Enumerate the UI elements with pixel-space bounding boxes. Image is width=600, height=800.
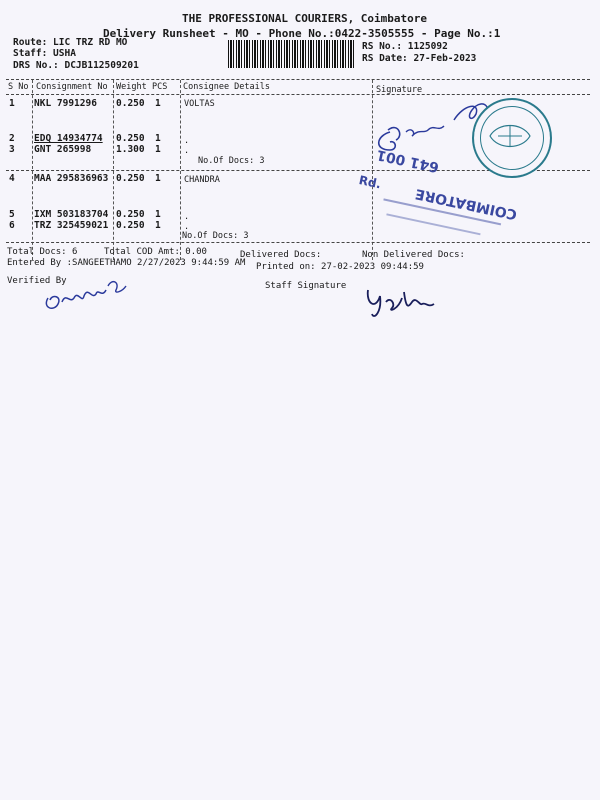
row-5-consignee: .	[184, 212, 190, 222]
row-1-pcs: 1	[155, 98, 161, 109]
stamp-code: 641 001	[375, 146, 441, 175]
col-pcs: PCS	[152, 82, 168, 92]
row-4-pcs: 1	[155, 173, 161, 184]
row-1-weight: 0.250	[116, 98, 145, 109]
col-signature: Signature	[376, 85, 423, 95]
rs-number: RS No.: 1125092	[362, 41, 448, 52]
barcode	[228, 40, 356, 68]
row-1-consignee: VOLTAS	[184, 99, 215, 109]
row-2-weight: 0.250	[116, 133, 145, 144]
row-4-consignee: CHANDRA	[184, 175, 220, 185]
row-6-sno: 6	[9, 220, 15, 231]
total-cod: Total COD Amt: 0.00	[104, 247, 207, 257]
row-3-consignee: .	[184, 146, 190, 156]
col-consignee: Consignee Details	[183, 82, 270, 92]
row-6-consignee: .	[184, 222, 190, 232]
divider	[6, 94, 590, 95]
row-1-sno: 1	[9, 98, 15, 109]
verified-signature	[38, 268, 138, 318]
verified-by-label: Verified By	[7, 276, 67, 286]
delivered-docs: Delivered Docs:	[240, 250, 322, 260]
divider	[6, 79, 590, 80]
rs-date: RS Date: 27-Feb-2023	[362, 53, 477, 64]
staff-signature-label: Staff Signature	[265, 281, 347, 291]
row-4-sno: 4	[9, 173, 15, 184]
total-docs: Total Docs: 6	[7, 247, 78, 257]
row-6-consignment: TRZ 325459021	[34, 220, 109, 231]
drs-number: DRS No.: DCJB112509201	[13, 60, 139, 71]
entered-by: Entered By :SANGEETHAMO 2/27/2023 9:44:59 AM	[7, 258, 246, 268]
row-4-consignment: MAA 295836963	[34, 173, 109, 184]
seal-center-mark	[484, 112, 536, 160]
row-2-pcs: 1	[155, 133, 161, 144]
row-5-consignment: IXM 503183704	[34, 209, 109, 220]
row-3-pcs: 1	[155, 144, 161, 155]
group-1-docs: No.Of Docs: 3	[198, 156, 265, 166]
row-3-consignment: GNT 265998	[34, 144, 92, 155]
row-5-pcs: 1	[155, 209, 161, 220]
row-6-pcs: 1	[155, 220, 161, 231]
staff-label: Staff: USHA	[13, 48, 76, 59]
row-2-sno: 2	[9, 133, 15, 144]
stamp-road: Rd.	[357, 173, 383, 192]
row-5-weight: 0.250	[116, 209, 145, 220]
row-6-weight: 0.250	[116, 220, 145, 231]
row-2-consignment: EDQ 14934774	[34, 133, 103, 144]
stamp-city: COIMBATORE	[413, 185, 519, 223]
row-3-sno: 3	[9, 144, 15, 155]
row-1-consignment: NKL 7991296	[34, 98, 97, 109]
group-2-docs: No.Of Docs: 3	[182, 231, 249, 241]
printed-on: Printed on: 27-02-2023 09:44:59	[256, 262, 424, 272]
col-weight: Weight	[116, 82, 147, 92]
staff-signature	[362, 282, 452, 322]
row-4-weight: 0.250	[116, 173, 145, 184]
col-consignment: Consignment No	[36, 82, 108, 92]
runsheet-subtitle: Delivery Runsheet - MO - Phone No.:0422-3505555 - Page No.:1	[103, 27, 501, 40]
row-2-consignee: .	[184, 136, 190, 146]
non-delivered-docs: Non Delivered Docs:	[362, 250, 465, 260]
col-sno: S No	[8, 82, 29, 92]
company-title: THE PROFESSIONAL COURIERS, Coimbatore	[182, 12, 428, 25]
row-3-weight: 1.300	[116, 144, 145, 155]
route-label: Route: LIC TRZ RD MO	[13, 37, 128, 48]
row-5-sno: 5	[9, 209, 15, 220]
